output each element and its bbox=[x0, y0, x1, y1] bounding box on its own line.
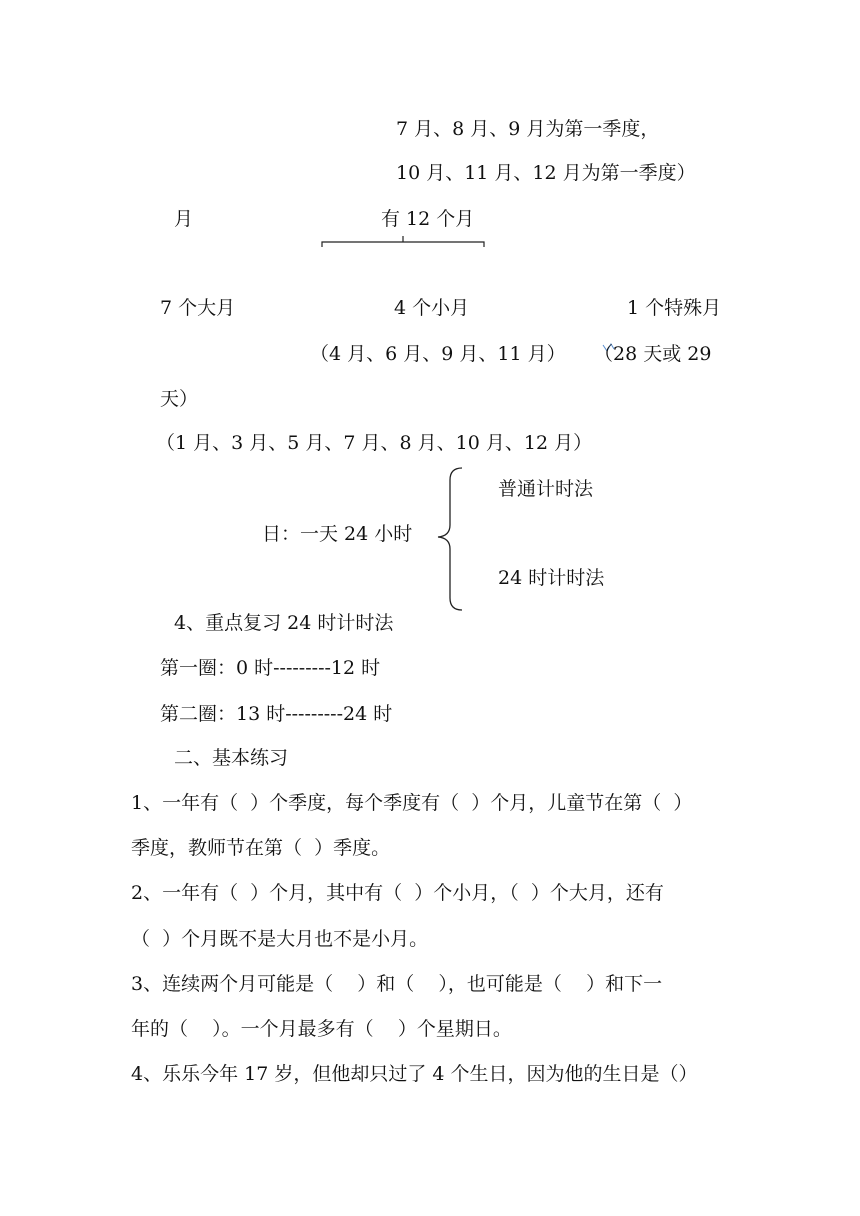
day-curly-brace bbox=[438, 468, 462, 610]
special-month-days-cont: 天） bbox=[160, 388, 199, 410]
question-2-line-1: 2、一年有（ ）个月，其中有（ ）个小月，（ ）个大月，还有 bbox=[131, 882, 664, 904]
review-circle-1: 第一圈：0 时---------12 时 bbox=[160, 657, 381, 679]
small-months-label: 4 个小月 bbox=[394, 297, 470, 319]
big-months-label: 7 个大月 bbox=[160, 297, 236, 319]
practice-heading: 二、基本练习 bbox=[174, 747, 289, 769]
small-months-list: （4 月、6 月、9 月、11 月） bbox=[310, 343, 566, 365]
month-fragment: 月 bbox=[174, 208, 194, 230]
special-month-days: （28 天或 29 bbox=[594, 343, 712, 365]
question-3-line-1: 3、连续两个月可能是（ ）和（ ），也可能是（ ）和下一 bbox=[131, 973, 663, 995]
day-label: 日：一天 24 小时 bbox=[262, 523, 413, 545]
question-1-line-2: 季度，教师节在第（ ）季度。 bbox=[131, 837, 391, 859]
question-1-line-1: 1、一年有（ ）个季度，每个季度有（ ）个月，儿童节在第（ ） bbox=[131, 792, 693, 814]
big-months-list: （1 月、3 月、5 月、7 月、8 月、10 月、12 月） bbox=[156, 432, 593, 454]
question-2-line-2: （ ）个月既不是大月也不是小月。 bbox=[131, 928, 429, 950]
season-q3-line: 7 月、8 月、9 月为第一季度， bbox=[396, 118, 660, 140]
method-normal: 普通计时法 bbox=[498, 478, 594, 500]
review-circle-2: 第二圈：13 时---------24 时 bbox=[160, 703, 393, 725]
months-bracket bbox=[322, 236, 484, 247]
question-3-line-2: 年的（ ）。一个月最多有（ ）个星期日。 bbox=[131, 1018, 512, 1040]
season-q4-line: 10 月、11 月、12 月为第一季度） bbox=[396, 162, 696, 184]
method-24: 24 时计时法 bbox=[498, 567, 605, 589]
special-month-label: 1 个特殊月 bbox=[627, 297, 722, 319]
review-heading: 4、重点复习 24 时计时法 bbox=[174, 612, 394, 634]
question-4-line-1: 4、乐乐今年 17 岁，但他却只过了 4 个生日，因为他的生日是（） bbox=[131, 1063, 698, 1085]
months-total: 有 12 个月 bbox=[381, 208, 475, 230]
